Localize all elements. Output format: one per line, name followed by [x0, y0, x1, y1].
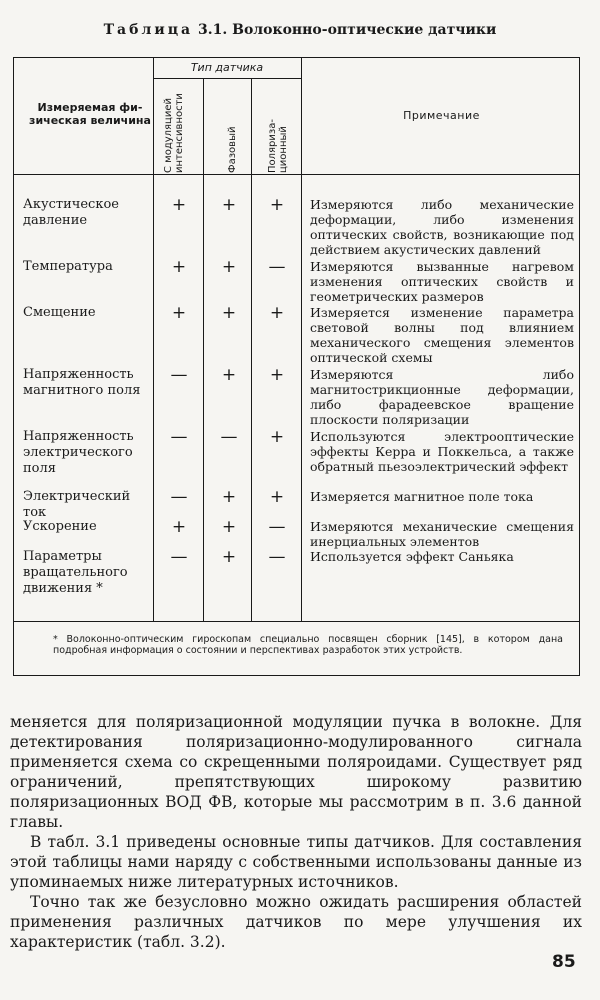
row-quantity: Параметры вращательного движения * [23, 549, 128, 596]
row-mark-polarization: — [268, 547, 286, 567]
table-right-border [579, 57, 580, 676]
row-mark-phase: + [221, 303, 237, 323]
header-bottom-rule [13, 174, 580, 175]
row-note: Измеряется изменение параметра световой волны под влиянием механического смещения элементов оптической схемы [310, 305, 574, 365]
row-note: Используются электрооптические эффекты Керра и Поккельса, а также обратный пьезоэлектрический эффект [310, 429, 574, 474]
row-quantity: Смещение [23, 305, 96, 320]
row-quantity: Температура [23, 259, 113, 274]
row-quantity: Напряженность электрического поля [23, 429, 134, 476]
row-quantity: Электрический ток [23, 489, 131, 520]
table-title-text: 3.1. Волоконно-оптические датчики [198, 22, 497, 38]
table-title [0, 22, 600, 38]
row-quantity: Акустическое давление [23, 197, 119, 228]
row-mark-phase: + [221, 487, 237, 507]
row-mark-intensity: — [170, 487, 188, 507]
row-mark-intensity: + [171, 257, 187, 277]
row-quantity: Ускорение [23, 519, 97, 534]
row-mark-phase: + [221, 547, 237, 567]
row-quantity: Напряженность магнитного поля [23, 367, 141, 398]
row-mark-polarization: + [269, 487, 285, 507]
row-mark-intensity: — [170, 547, 188, 567]
row-note: Измеряется магнитное поле тока [310, 489, 534, 504]
row-note: Измеряются либо механические деформации, либо изменения оптических свойств, возникающие под действием акустических давлений [310, 197, 574, 257]
table-left-border [13, 57, 14, 676]
header-phase: Фазовый [227, 126, 238, 173]
header-sensor-type: Тип датчика [190, 61, 264, 74]
body-paragraph-1 [10, 712, 582, 832]
row-mark-polarization: + [269, 365, 285, 385]
row-mark-polarization: — [268, 257, 286, 277]
sensor-table [13, 57, 580, 677]
row-mark-phase: — [220, 427, 238, 447]
type-header-rule [153, 78, 301, 79]
header-intensity-modulation: С модуляцией интенсивности [163, 93, 185, 173]
table-bottom-rule [13, 675, 580, 676]
row-mark-polarization: + [269, 195, 285, 215]
row-mark-intensity: + [171, 195, 187, 215]
row-mark-phase: + [221, 365, 237, 385]
row-mark-phase: + [221, 195, 237, 215]
row-note: Измеряются механические смещения инерциальных элементов [310, 519, 574, 549]
body-paragraph-1-text: меняется для поляризационной модуляции пучка в волокне. Для детектирования поляризационно-модулированного сигнала применяется схема со скрещенными поляроидами. Существует ряд ограничений, препятствующих широкому развитию поляризационных ВОД ФВ, которые мы рассмотрим в п. 3.6 данной главы. [10, 713, 582, 831]
row-mark-intensity: — [170, 365, 188, 385]
col-divider-3 [251, 79, 252, 622]
table-footnote: * Волоконно-оптическим гироскопам специально посвящен сборник [145], в котором дана подробная информация о состоянии и перспективах разработок этих устройств. [53, 634, 563, 656]
row-mark-polarization: + [269, 303, 285, 323]
row-mark-intensity: + [171, 303, 187, 323]
body-paragraph-3-text: Точно так же безусловно можно ожидать расширения областей применения различных датчиков по мере улучшения их характеристик (табл. 3.2). [10, 893, 582, 951]
page-number: 85 [552, 952, 576, 972]
header-note: Примечание [403, 109, 480, 122]
row-mark-phase: + [221, 257, 237, 277]
row-mark-phase: + [221, 517, 237, 537]
col-divider-1 [153, 57, 154, 622]
row-mark-intensity: + [171, 517, 187, 537]
row-mark-polarization: + [269, 427, 285, 447]
body-paragraph-3 [10, 892, 582, 952]
table-title-label: Таблица [103, 22, 194, 38]
row-mark-intensity: — [170, 427, 188, 447]
table-top-rule [13, 57, 580, 58]
table-body-bottom-rule [13, 621, 580, 622]
row-note: Измеряются вызванные нагревом изменения оптических свойств и геометрических размеров [310, 259, 574, 304]
body-paragraph-2-text: В табл. 3.1 приведены основные типы датчиков. Для составления этой таблицы нами наряду с собственными использованы данные из упоминаемых ниже литературных источников. [10, 833, 582, 891]
header-polarization: Поляризационный [267, 119, 289, 173]
row-note: Измеряются либо магнитострикционные деформации, либо фарадеевское вращение плоскости поляризации [310, 367, 574, 427]
col-divider-2 [203, 79, 204, 622]
row-note: Используется эффект Саньяка [310, 549, 514, 564]
col-divider-4 [301, 57, 302, 622]
header-quantity: Измеряемая физическая величина [29, 101, 151, 127]
row-mark-polarization: — [268, 517, 286, 537]
body-paragraph-2 [10, 832, 582, 892]
